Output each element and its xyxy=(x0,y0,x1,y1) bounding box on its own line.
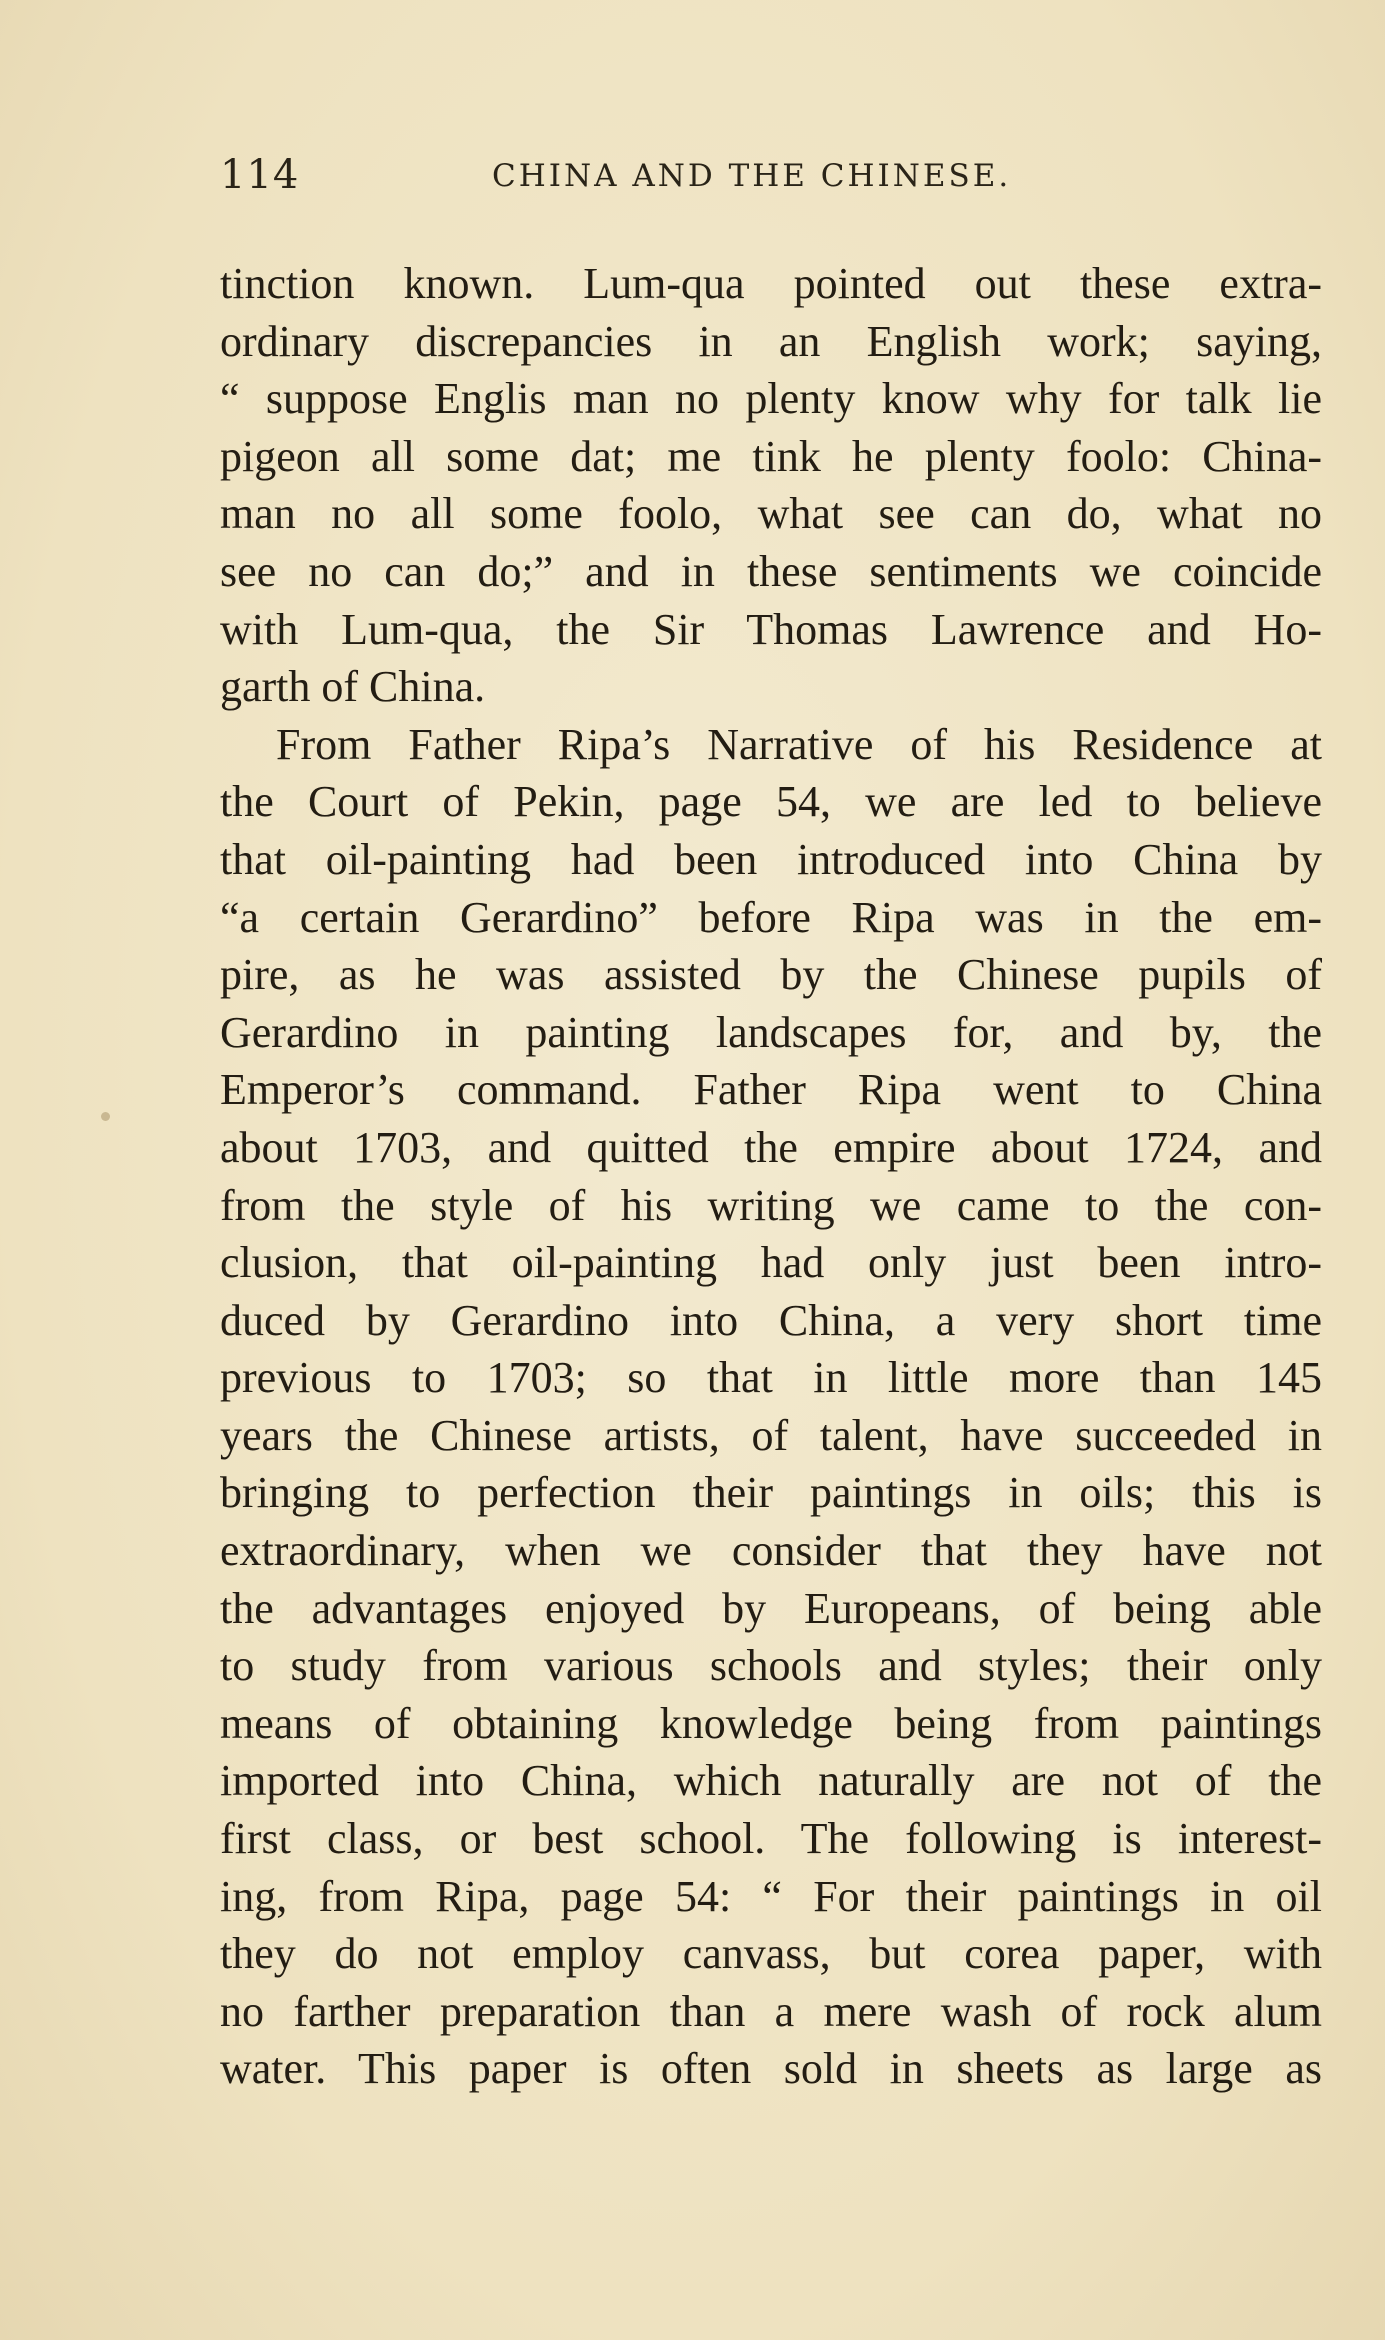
text-line: man no all some foolo, what see can do, what no xyxy=(220,489,1322,539)
text-line: bringing to perfection their paintings in oils; this is xyxy=(220,1468,1322,1518)
text-line: tinction known. Lum-qua pointed out these extra- xyxy=(220,259,1322,308)
text-line: they do not employ canvass, but corea paper, with xyxy=(220,1929,1322,1979)
text-line: water. This paper is often sold in sheets as large as xyxy=(220,2044,1322,2094)
text-line: years the Chinese artists, of talent, have succeeded in xyxy=(220,1410,1322,1460)
text-line: extraordinary, when we consider that they have not xyxy=(220,1526,1322,1576)
text-line: ing, from Ripa, page 54: “ For their paintings in oil xyxy=(220,1871,1322,1921)
text-line: the Court of Pekin, page 54, we are led to believe xyxy=(220,777,1322,827)
running-head xyxy=(220,152,1140,212)
text-line: from the style of his writing we came to the con- xyxy=(220,1180,1322,1230)
text-line: previous to 1703; so that in little more than 145 xyxy=(220,1353,1322,1403)
text-line: that oil-painting had been introduced into China by xyxy=(220,834,1322,884)
text-line: see no can do;” and in these sentiments we coincide xyxy=(220,546,1322,596)
running-title: CHINA AND THE CHINESE. xyxy=(492,158,1012,194)
text-line: the advantages enjoyed by Europeans, of being able xyxy=(220,1583,1322,1633)
text-line: “a certain Gerardino” before Ripa was in the em- xyxy=(220,892,1322,942)
text-line: Emperor’s command. Father Ripa went to China xyxy=(220,1065,1322,1115)
body-text xyxy=(220,255,1322,2098)
text-line: imported into China, which naturally are not of the xyxy=(220,1756,1322,1806)
text-line: duced by Gerardino into China, a very short time xyxy=(220,1295,1322,1345)
page-number: 114 xyxy=(220,152,300,198)
text-line: Gerardino in painting landscapes for, and by, the xyxy=(220,1007,1322,1057)
text-line: to study from various schools and styles; their only xyxy=(220,1641,1322,1691)
text-line: ordinary discrepancies in an English work; saying, xyxy=(220,316,1322,366)
text-line: first class, or best school. The following is interest- xyxy=(220,1814,1322,1864)
text-line: no farther preparation than a mere wash of rock alum xyxy=(220,1986,1322,2036)
text-line: pire, as he was assisted by the Chinese pupils of xyxy=(220,950,1322,1000)
text-line: clusion, that oil-painting had only just been intro- xyxy=(220,1238,1322,1288)
text-line: “ suppose Englis man no plenty know why for talk lie xyxy=(220,374,1322,424)
text-line: about 1703, and quitted the empire about 1724, and xyxy=(220,1122,1322,1172)
paragraph-end-line: garth of China. xyxy=(220,662,486,712)
paragraph-start-line: From Father Ripa’s Narrative of his Residence at xyxy=(276,719,1322,769)
text-line: with Lum-qua, the Sir Thomas Lawrence and Ho- xyxy=(220,604,1322,654)
paper-speck xyxy=(101,1112,110,1121)
text-line: pigeon all some dat; me tink he plenty foolo: China- xyxy=(220,431,1322,481)
text-line: means of obtaining knowledge being from paintings xyxy=(220,1698,1322,1748)
